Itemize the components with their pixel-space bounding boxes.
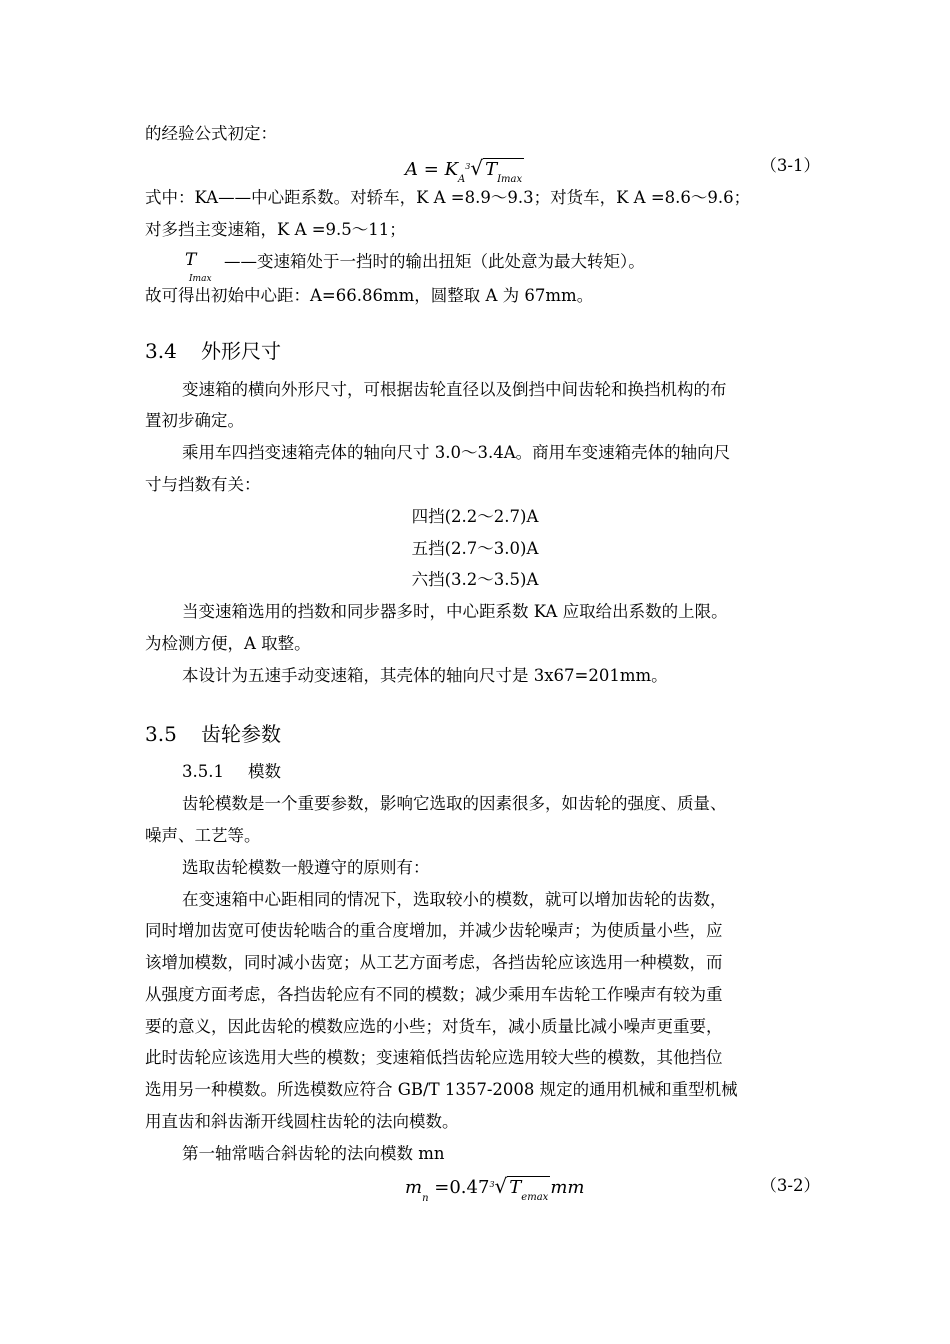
text-line: 本设计为五速手动变速箱，其壳体的轴向尺寸是 3x67=201mm。: [182, 666, 668, 685]
text-line: 在变速箱中心距相同的情况下，选取较小的模数，就可以增加齿轮的齿数，: [182, 890, 727, 909]
text-line: 同时增加齿宽可使齿轮啮合的重合度增加，并减少齿轮噪声；为使质量小些，应: [145, 921, 723, 940]
text-line: 此时齿轮应该选用大些的模数；变速箱低挡齿轮应选用较大些的模数，其他挡位: [145, 1048, 723, 1067]
formula-t-subscript: emax: [521, 1192, 549, 1203]
centered-line: 六挡(3.2～3.5)A: [411, 570, 539, 589]
equation-number: （3-1）: [760, 156, 820, 175]
text-line: 从强度方面考虑，各挡齿轮应有不同的模数；减少乘用车齿轮工作噪声有较为重: [145, 985, 723, 1004]
text-line: 该增加模数，同时减小齿宽；从工艺方面考虑，各挡齿轮应该选用一种模数，而: [145, 953, 723, 972]
section-title: 外形尺寸: [201, 339, 281, 363]
text-line: 的经验公式初定：: [145, 124, 277, 143]
section-number: 3.4: [145, 339, 177, 363]
root-index: 3: [489, 1180, 495, 1189]
centered-line: 四挡(2.2～2.7)A: [411, 507, 539, 526]
radicand: [483, 158, 524, 185]
formula-k-subscript: A: [458, 174, 466, 185]
text-line: 第一轴常啮合斜齿轮的法向模数 mn: [182, 1144, 445, 1163]
section-heading-3-4: [145, 341, 281, 361]
centered-line: 五挡(2.7～3.0)A: [411, 539, 539, 558]
formula-k: K: [444, 159, 459, 180]
formula-equals: =: [423, 159, 439, 180]
text-line: 齿轮模数是一个重要参数，影响它选取的因素很多，如齿轮的强度、质量、: [182, 794, 727, 813]
text-line: 故可得出初始中心距：A=66.86mm，圆整取 A 为 67mm。: [145, 286, 594, 305]
text-line: 选用另一种模数。所选模数应符合 GB/T 1357-2008 规定的通用机械和重型机械: [145, 1080, 738, 1099]
radical-sign: √: [494, 1174, 508, 1198]
section-heading-3-5: [145, 724, 281, 744]
text-line: 噪声、工艺等。: [145, 826, 261, 845]
text-line: ——变速箱处于一挡时的输出扭矩（此处意为最大转矩）。: [224, 252, 645, 271]
subsection-number: 3.5.1: [182, 762, 224, 781]
section-number: 3.5: [145, 722, 177, 746]
text-line: 当变速箱选用的挡数和同步器多时，中心距系数 KA 应取给出系数的上限。: [182, 602, 728, 621]
text-line: 寸与挡数有关：: [145, 475, 261, 494]
cube-root: [489, 1174, 550, 1203]
radicand: [507, 1176, 550, 1203]
symbol-t: T: [185, 250, 197, 270]
text-line: 置初步确定。: [145, 411, 244, 430]
formula-lhs: A: [405, 159, 418, 180]
text-line: 对多挡主变速箱，K A =9.5～11；: [145, 220, 406, 239]
radical-sign: √: [470, 156, 484, 180]
text-line: 式中：KA——中心距系数。对轿车，K A =8.9～9.3；对货车，K A =8.6～9.6；: [145, 188, 751, 207]
text-line: 变速箱的横向外形尺寸，可根据齿轮直径以及倒挡中间齿轮和换挡机构的布: [182, 380, 727, 399]
subsection-title: 模数: [248, 762, 281, 781]
formula-m-subscript: n: [422, 1193, 429, 1204]
symbol-t-subscript: Imax: [189, 274, 212, 284]
formula-t: T: [509, 1177, 522, 1198]
text-line: 要的意义，因此齿轮的模数应选的小些；对货车，减小质量比减小噪声更重要，: [145, 1017, 723, 1036]
symbol-t-imax: [185, 250, 212, 284]
text-line: 选取齿轮模数一般遵守的原则有：: [182, 858, 430, 877]
formula-coefficient: =0.47: [434, 1177, 490, 1198]
root-index: 3: [465, 162, 471, 171]
formula-t-subscript: Imax: [497, 174, 523, 185]
formula-3-2: [405, 1174, 585, 1204]
text-line: 为检测方便，A 取整。: [145, 634, 311, 653]
text-line: 用直齿和斜齿渐开线圆柱齿轮的法向模数。: [145, 1112, 459, 1131]
text-line: 乘用车四挡变速箱壳体的轴向尺寸 3.0～3.4A。商用车变速箱壳体的轴向尺: [182, 443, 731, 462]
equation-number: （3-2）: [760, 1176, 820, 1195]
cube-root: [465, 156, 524, 185]
formula-3-1: [405, 156, 524, 185]
subsection-heading-3-5-1: [182, 762, 281, 782]
formula-m: m: [405, 1177, 423, 1198]
formula-t: T: [485, 159, 498, 180]
section-title: 齿轮参数: [201, 722, 281, 746]
formula-unit: mm: [550, 1177, 585, 1198]
